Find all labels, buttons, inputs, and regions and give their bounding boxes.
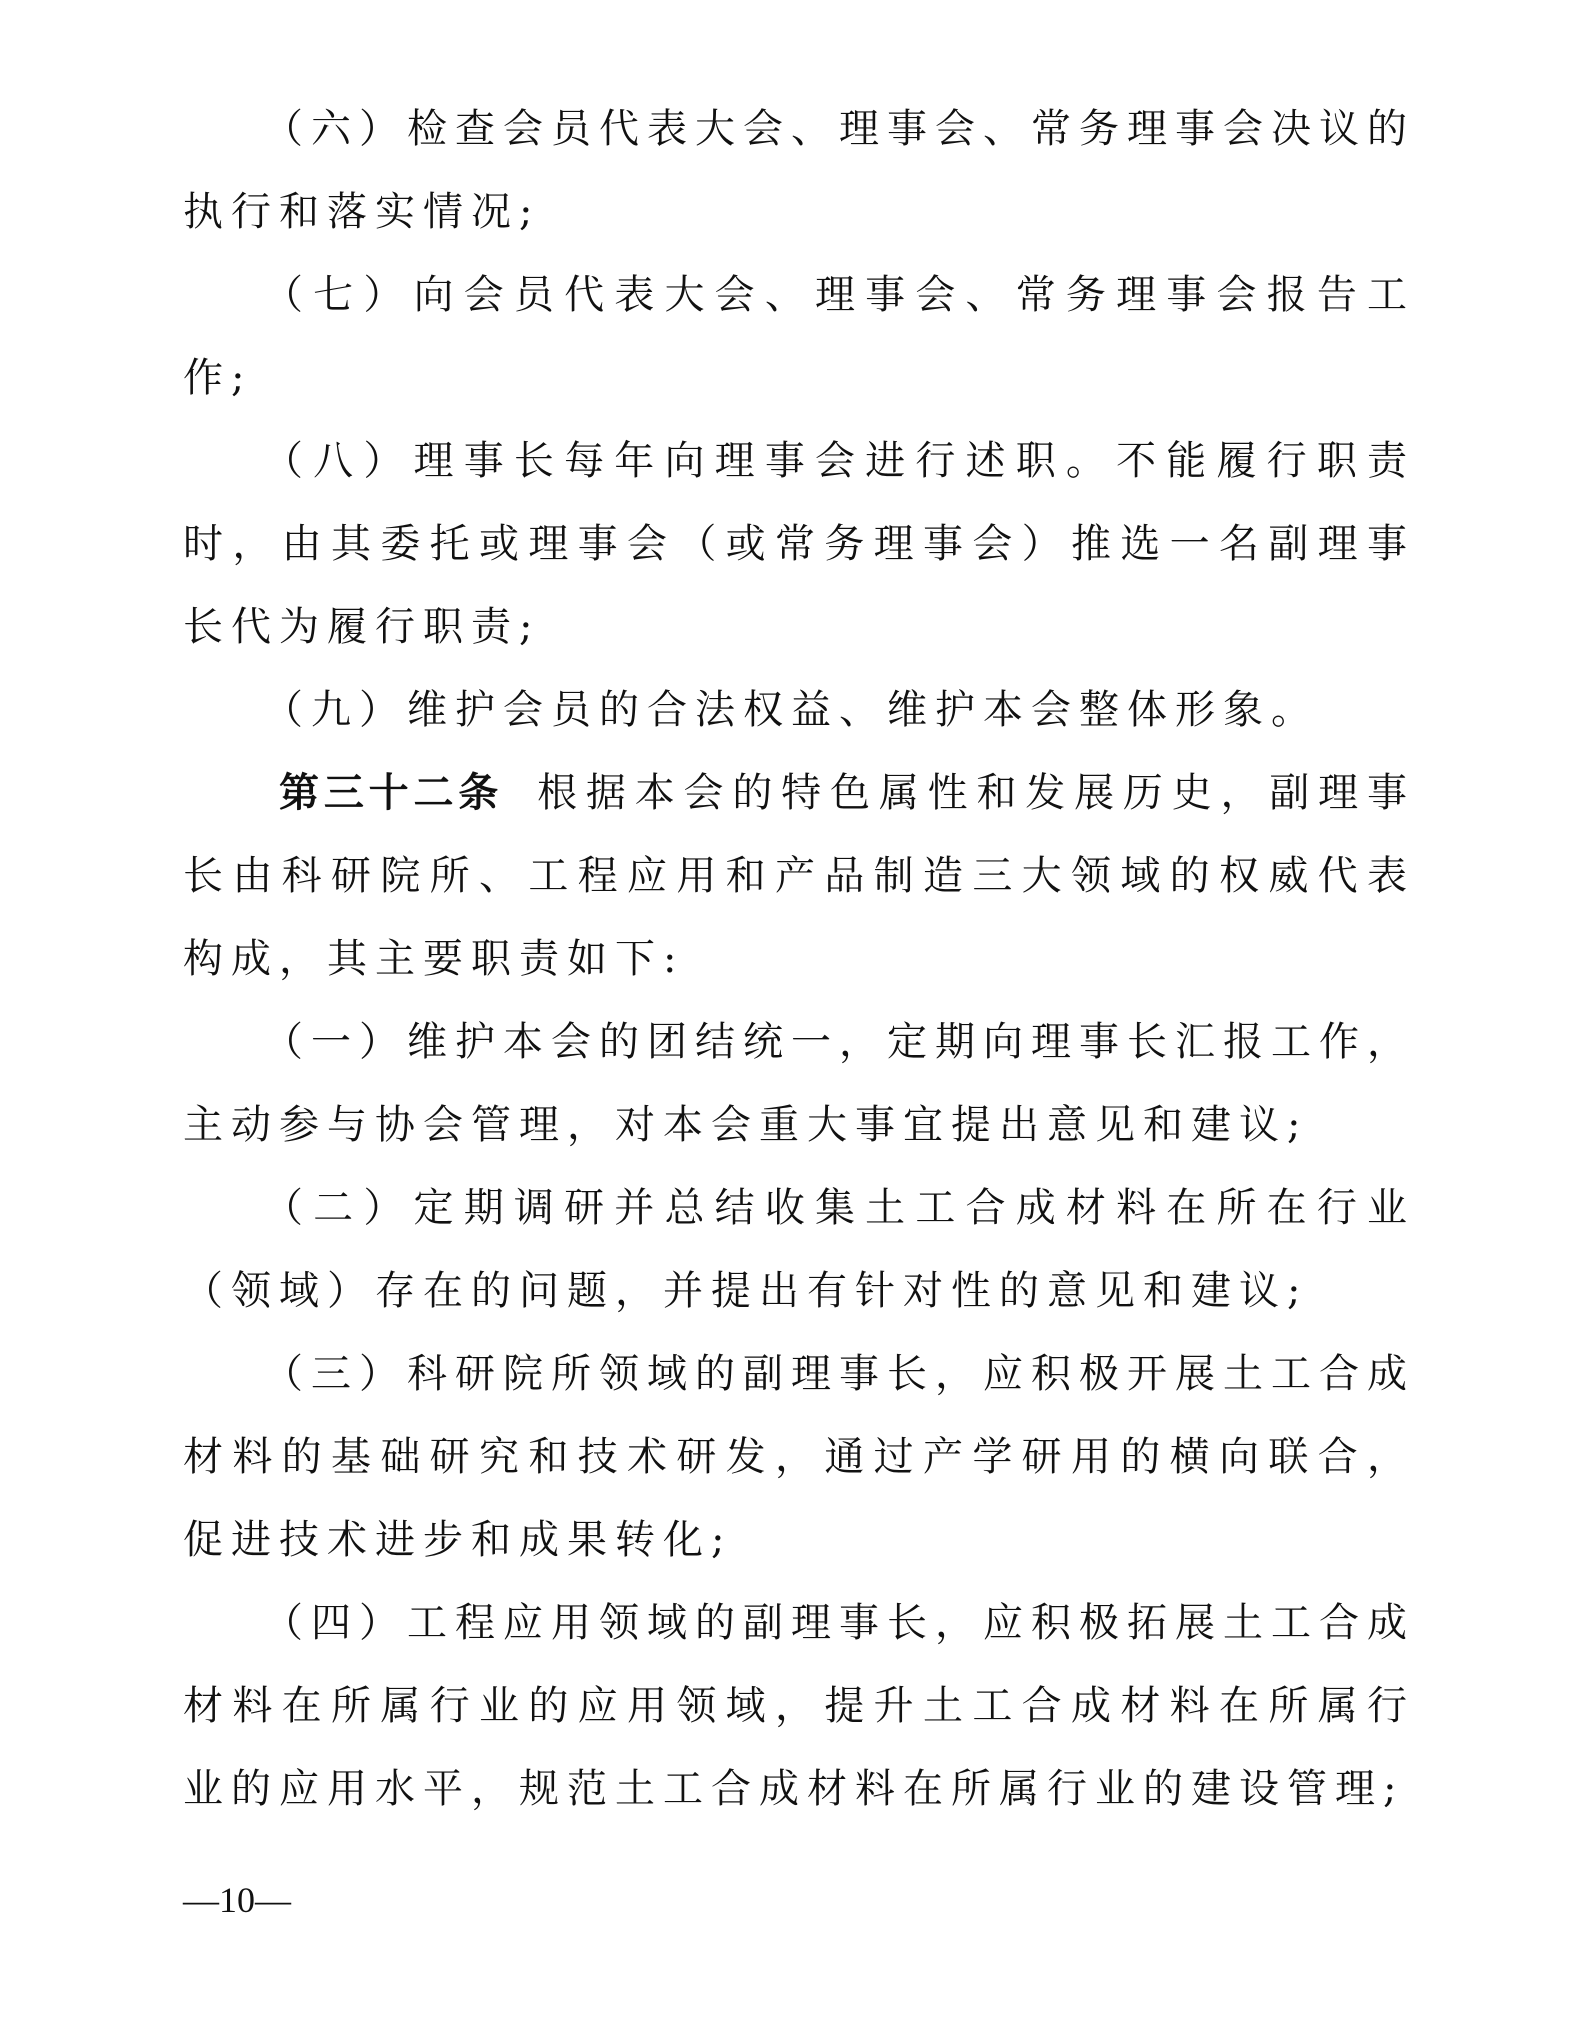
subitem-1: （一）维护本会的团结统一，定期向理事长汇报工作，主动参与协会管理，对本会重大事宜提出意见和建议; <box>183 1019 1415 1148</box>
subitem-2: （二）定期调研并总结收集土工合成材料在所在行业（领域）存在的问题，并提出有针对性的意见和建议; <box>183 1185 1415 1314</box>
paragraph-item-6: （六）检查会员代表大会、理事会、常务理事会决议的执行和落实情况; <box>183 106 1415 235</box>
paragraph-item-7: （七）向会员代表大会、理事会、常务理事会报告工作; <box>183 272 1415 401</box>
paragraph-item-8: （八）理事长每年向理事会进行述职。不能履行职责时，由其委托或理事会（或常务理事会）推选一名副理事长代为履行职责; <box>183 438 1415 650</box>
article-body: 根据本会的特色属性和发展历史，副理事长由科研院所、工程应用和产品制造三大领域的权威代表构成，其主要职责如下: <box>183 770 1416 982</box>
paragraph-item-9: （九）维护会员的合法权益、维护本会整体形象。 <box>263 687 1319 733</box>
subitem-4: （四）工程应用领域的副理事长，应积极拓展土工合成材料在所属行业的应用领域，提升土工合成材料在所属行业的应用水平，规范土工合成材料在所属行业的建设管理; <box>183 1600 1415 1812</box>
page-number: —10— <box>183 1880 291 1920</box>
article-title: 第三十二条 <box>279 770 504 816</box>
subitem-3: （三）科研院所领域的副理事长，应积极开展土工合成材料的基础研究和技术研发，通过产学研用的横向联合，促进技术进步和成果转化; <box>183 1351 1415 1563</box>
article-32 <box>183 752 1415 1001</box>
document-page <box>183 88 1415 1831</box>
